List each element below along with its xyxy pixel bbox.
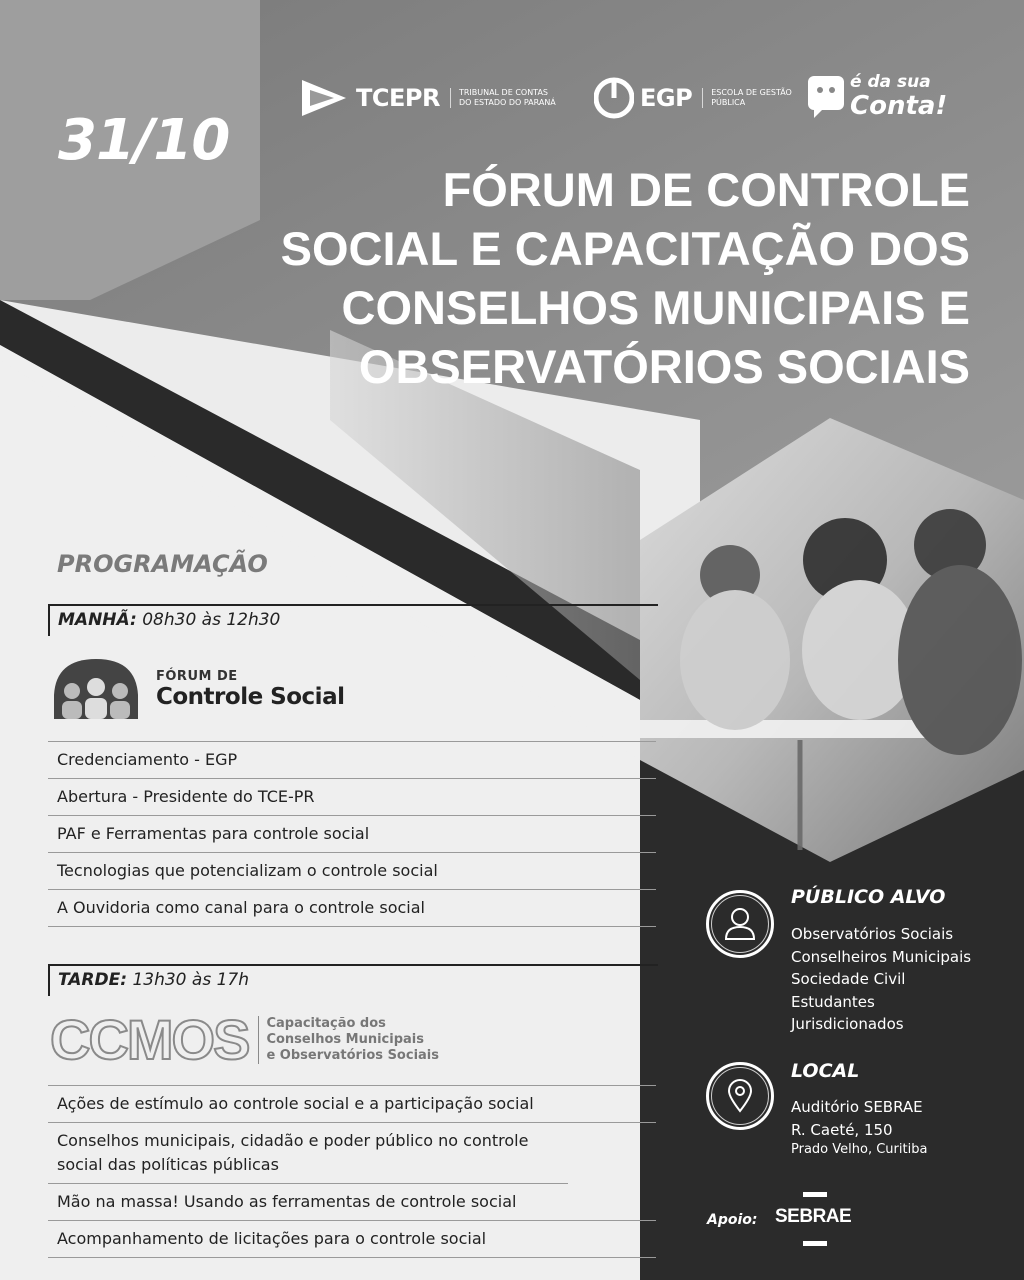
event-date: 31/10 xyxy=(58,108,230,173)
list-item: Observatórios Sociais xyxy=(791,925,954,943)
egp-logo xyxy=(594,74,812,122)
speech-faces-icon xyxy=(806,74,846,118)
list-item: PAF e Ferramentas para controle social xyxy=(48,816,656,853)
list-item: Acompanhamento de licitações para o controle social xyxy=(48,1221,656,1258)
sebrae-text: SEBRAE xyxy=(775,1206,852,1227)
ccmos-line1: Capacitação dos xyxy=(266,1016,386,1031)
ccmos-acronym: CCMOS xyxy=(50,1008,249,1071)
forum-controle-social-logo xyxy=(50,655,344,723)
campaign-logo xyxy=(806,70,948,121)
forum-logo-line2: Controle Social xyxy=(156,683,345,710)
egp-mark: EGP xyxy=(640,84,693,112)
location-heading: LOCAL xyxy=(791,1060,860,1082)
program-heading: PROGRAMAÇÃO xyxy=(57,550,268,578)
afternoon-time: 13h30 às 17h xyxy=(132,970,249,990)
venue-name: Auditório SEBRAE xyxy=(791,1098,923,1116)
venue-street: R. Caeté, 150 xyxy=(791,1120,893,1139)
afternoon-label: TARDE: xyxy=(58,970,128,990)
tcepr-logo xyxy=(300,76,560,120)
location-lines xyxy=(791,1096,927,1159)
morning-agenda-list xyxy=(48,741,656,927)
ccmos-line2: Conselhos Municipais xyxy=(266,1032,424,1047)
list-item: Mão na massa! Usando as ferramentas de controle social xyxy=(48,1184,656,1221)
tcepr-subtitle: TRIBUNAL DE CONTAS DO ESTADO DO PARANÁ xyxy=(450,88,560,108)
afternoon-period xyxy=(48,964,658,996)
location-badge xyxy=(706,1062,774,1130)
audience-list xyxy=(791,923,971,1036)
list-item: Conselheiros Municipais xyxy=(791,947,972,966)
list-item: Jurisdicionados xyxy=(791,1015,904,1033)
egp-subtitle: ESCOLA DE GESTÃO PÚBLICA xyxy=(702,88,812,108)
list-item: Tecnologias que potencializam o controle social xyxy=(48,853,656,890)
sebrae-logo xyxy=(775,1206,851,1228)
ccmos-line3: e Observatórios Sociais xyxy=(266,1048,439,1063)
map-pin-icon xyxy=(727,1079,753,1113)
campaign-line2: Conta! xyxy=(850,91,948,121)
forum-logo-line1: FÓRUM DE xyxy=(156,668,238,684)
people-group-icon xyxy=(50,655,142,723)
sebrae-bars-icon xyxy=(799,1192,831,1246)
list-item: Ações de estímulo ao controle social e a participação social xyxy=(48,1085,656,1123)
person-icon xyxy=(724,907,756,941)
audience-badge xyxy=(706,890,774,958)
egp-emblem-icon xyxy=(594,74,634,122)
venue-district: Prado Velho, Curitiba xyxy=(791,1142,928,1157)
tcepr-mark: TCEPR xyxy=(356,84,440,112)
ccmos-logo xyxy=(50,1008,439,1071)
support-label: Apoio: xyxy=(707,1212,758,1228)
morning-label: MANHÃ: xyxy=(58,610,137,630)
list-item: Sociedade Civil xyxy=(791,970,906,988)
morning-time: 08h30 às 12h30 xyxy=(142,610,281,630)
afternoon-agenda-list xyxy=(48,1085,656,1258)
audience-heading: PÚBLICO ALVO xyxy=(791,886,946,908)
list-item: Abertura - Presidente do TCE-PR xyxy=(48,779,656,816)
morning-period xyxy=(48,604,658,636)
list-item: A Ouvidoria como canal para o controle social xyxy=(48,890,656,927)
campaign-line1: é da sua xyxy=(850,72,931,92)
list-item: Credenciamento - EGP xyxy=(48,741,656,779)
list-item: Estudantes xyxy=(791,992,875,1011)
list-item: Conselhos municipais, cidadão e poder público no controle social das políticas públicas xyxy=(48,1123,568,1184)
tcepr-triangle-icon xyxy=(300,76,348,120)
event-title: FÓRUM DE CONTROLE SOCIAL E CAPACITAÇÃO DOS CONSELHOS MUNICIPAIS E OBSERVATÓRIOS SOCIAIS xyxy=(280,163,970,393)
